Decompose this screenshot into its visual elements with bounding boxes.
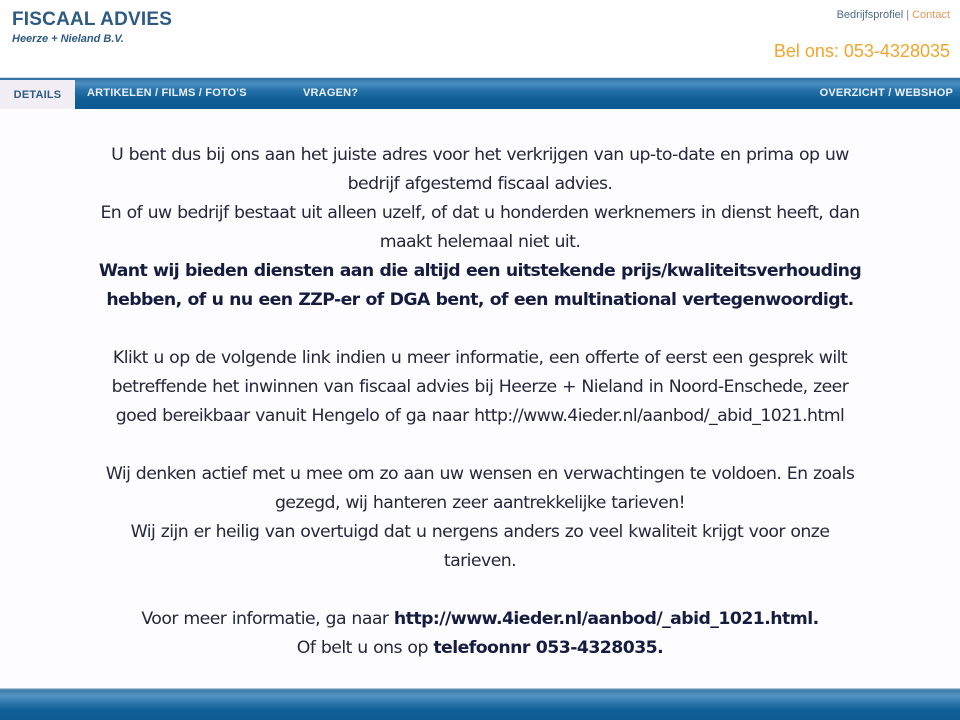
paragraph-gap [20, 576, 940, 605]
content-line [20, 605, 940, 634]
content-line: Wij denken actief met u mee om zo aan uw wensen en verwachtingen te voldoen. En zoals [105, 464, 855, 484]
contact-link[interactable]: Contact [912, 9, 950, 21]
content-line: tarieven. [443, 551, 517, 571]
paragraph-gap [20, 315, 940, 344]
aanbod-link[interactable]: http://www.4ieder.nl/aanbod/_abid_1021.html [474, 406, 845, 426]
content-text: goed bereikbaar vanuit Hengelo of ga naar [115, 406, 475, 426]
content-bold-line: hebben, of u nu een ZZP-er of DGA bent, of een multinational vertegenwoordigt. [106, 290, 854, 310]
content-text: Of belt u ons op [296, 638, 434, 658]
paragraph-gap [20, 431, 940, 460]
logo-subtitle: Heerze + Nieland B.V. [12, 33, 124, 45]
bedrijfsprofiel-link[interactable]: Bedrijfsprofiel [836, 9, 904, 21]
nav-tab-vragen[interactable]: VRAGEN? [303, 87, 359, 99]
content-line [20, 402, 940, 431]
period: . [812, 609, 819, 629]
content-line: En of uw bedrijf bestaat uit alleen uzelf, of dat u honderden werknemers in dienst heeft, dan [100, 203, 860, 223]
content-line: betreffende het inwinnen van fiscaal advies bij Heerze + Nieland in Noord-Enschede, zeer [111, 377, 849, 397]
phone-number: Bel ons: 053-4328035 [773, 41, 950, 61]
link-separator: | [906, 9, 910, 21]
content-line: Klikt u op de volgende link indien u meer informatie, een offerte of eerst een gesprek wilt [112, 348, 848, 368]
nav-tab-overzicht-webshop[interactable]: OVERZICHT / WEBSHOP [819, 87, 953, 99]
top-links [837, 9, 950, 21]
main-content [20, 141, 940, 663]
content-line: bedrijf afgestemd fiscaal advies. [347, 174, 613, 194]
nav-tab-artikelen-films-fotos[interactable]: ARTIKELEN / FILMS / FOTO'S [87, 87, 247, 99]
content-line [20, 634, 940, 663]
content-bold-line: Want wij bieden diensten aan die altijd een uitstekende prijs/kwaliteitsverhouding [98, 261, 862, 281]
phone-bold: telefoonnr 053-4328035. [433, 638, 664, 658]
logo-title[interactable]: FISCAAL ADVIES [12, 9, 173, 30]
aanbod-link-bold[interactable]: http://www.4ieder.nl/aanbod/_abid_1021.html [393, 609, 813, 629]
main-navigation [0, 77, 960, 109]
site-header [0, 0, 960, 76]
content-line: maakt helemaal niet uit. [379, 232, 581, 252]
content-line: gezegd, wij hanteren zeer aantrekkelijke tarieven! [275, 493, 685, 513]
content-text: Voor meer informatie, ga naar [141, 609, 394, 629]
content-line: Wij zijn er heilig van overtuigd dat u nergens anders zo veel kwaliteit krijgt voor onze [130, 522, 830, 542]
nav-tab-details[interactable]: DETAILS [0, 80, 75, 109]
footer-bar [0, 688, 960, 720]
content-line: U bent dus bij ons aan het juiste adres voor het verkrijgen van up-to-date en prima op uw [111, 145, 849, 165]
